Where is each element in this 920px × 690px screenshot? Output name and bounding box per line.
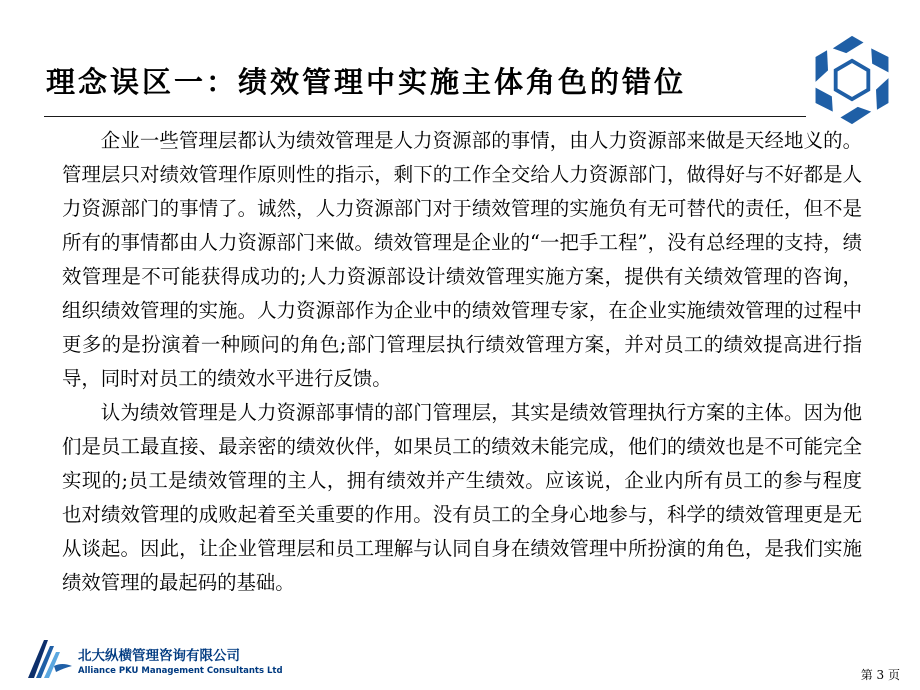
hexagon-brand-icon (804, 32, 900, 128)
page-number: 第 3 页 (860, 668, 900, 682)
paragraph-2: 认为绩效管理是人力资源部事情的部门管理层，其实是绩效管理执行方案的主体。因为他们是员工最直接、最亲密的绩效伙伴，如果员工的绩效未能完成，他们的绩效也是不可能完全实现的;员工是绩效管理的主人，拥有绩效并产生绩效。应该说，企业内所有员工的参与程度也对绩效管理的成败起着至关重要的作用。没有员工的全身心地参与，科学的绩效管理更是无从谈起。因此，让企业管理层和员工理解与认同自身在绩效管理中所扮演的角色，是我们实施绩效管理的最起码的基础。 (62, 401, 862, 594)
body-text (62, 124, 862, 600)
company-name-en: Alliance PKU Management Consultants Ltd (78, 666, 283, 676)
slide-title: 理念误区一：绩效管理中实施主体角色的错位 (46, 65, 687, 99)
title-divider (44, 116, 806, 117)
company-name: 北大纵横管理咨询有限公司 (78, 648, 240, 664)
alliance-pku-logo-icon (26, 636, 74, 680)
paragraph-1: 企业一些管理层都认为绩效管理是人力资源部的事情，由人力资源部来做是天经地义的。管理层只对绩效管理作原则性的指示，剩下的工作全交给人力资源部门，做得好与不好都是人力资源部门的事情了。诚然，人力资源部门对于绩效管理的实施负有无可替代的责任，但不是所有的事情都由人力资源部门来做。绩效管理是企业的“一把手工程”，没有总经理的支持，绩效管理是不可能获得成功的;人力资源部设计绩效管理实施方案，提供有关绩效管理的咨询，组织绩效管理的实施。人力资源部作为企业中的绩效管理专家，在企业实施绩效管理的过程中更多的是扮演着一种顾问的角色;部门管理层执行绩效管理方案，并对员工的绩效提高进行指导，同时对员工的绩效水平进行反馈。 (62, 129, 862, 390)
